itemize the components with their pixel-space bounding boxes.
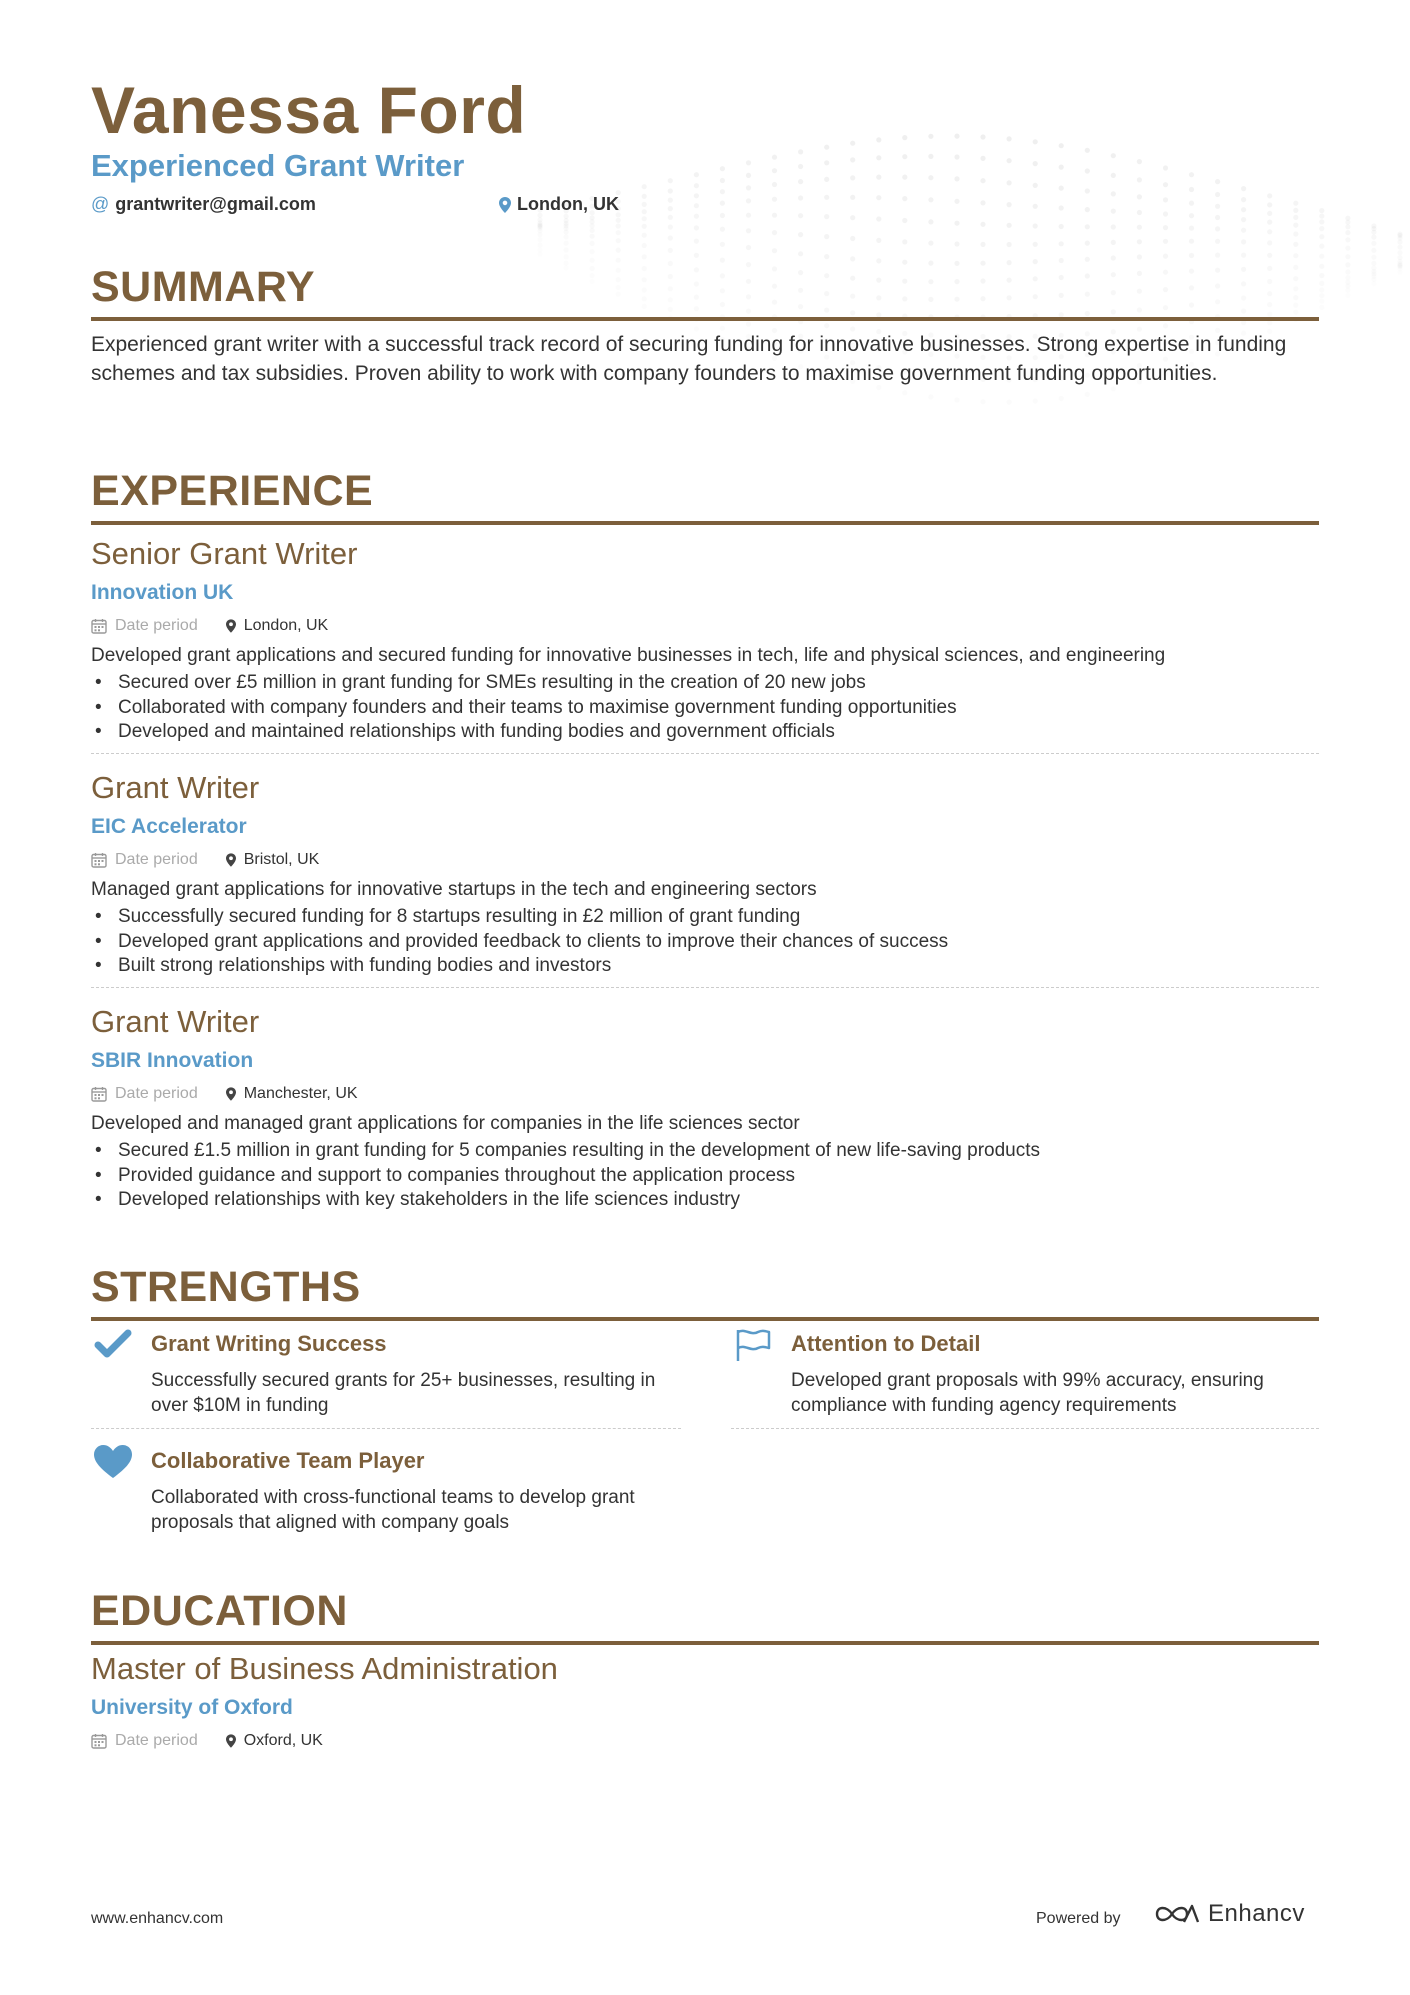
section-title-summary: SUMMARY (91, 263, 316, 311)
email-text: grantwriter@gmail.com (115, 194, 316, 214)
footer-website-link[interactable]: www.enhancv.com (91, 1910, 224, 1927)
list-item: • Secured £1.5 million in grant funding for 5 companies resulting in the development of new life-saving products (91, 1139, 1319, 1164)
job-location: Bristol, UK (243, 851, 320, 868)
contact-email[interactable] (91, 194, 316, 215)
contact-location (499, 194, 619, 215)
strength-description: Developed grant proposals with 99% accuracy, ensuring compliance with funding agency requirements (791, 1370, 1264, 1416)
flag-icon (733, 1327, 773, 1363)
strength-description: Collaborated with cross-functional teams to develop grant proposals that aligned with company goals (151, 1487, 635, 1533)
education-meta (91, 1730, 1319, 1752)
list-item: • Successfully secured funding for 8 startups resulting in £2 million of grant funding (91, 905, 1319, 930)
job-bullets (91, 1139, 1319, 1213)
strength-title: Grant Writing Success (151, 1331, 387, 1356)
job-meta (91, 1083, 1319, 1105)
list-item: • Secured over £5 million in grant funding for SMEs resulting in the creation of 20 new jobs (91, 671, 1319, 696)
section-title-experience: EXPERIENCE (91, 467, 374, 515)
job-date: Date period (115, 1085, 198, 1102)
location-text: London, UK (517, 194, 619, 214)
list-item: • Provided guidance and support to companies throughout the application process (91, 1164, 1319, 1189)
list-item: • Collaborated with company founders and their teams to maximise government funding opportunities (91, 696, 1319, 721)
job-company[interactable]: SBIR Innovation (91, 1049, 254, 1072)
job-role: Senior Grant Writer (91, 536, 358, 571)
job-location: London, UK (243, 617, 329, 634)
strength-title: Attention to Detail (791, 1331, 981, 1356)
calendar-icon (91, 618, 107, 634)
job-bullets (91, 671, 1319, 745)
entry-divider (91, 987, 1319, 988)
candidate-name: Vanessa Ford (91, 73, 527, 147)
job-description: Developed grant applications and secured funding for innovative businesses in tech, life and physical sciences, and engineering (91, 645, 1166, 666)
list-item: • Developed grant applications and provided feedback to clients to improve their chances of success (91, 930, 1319, 955)
enhancv-logo-icon (1154, 1901, 1200, 1927)
heart-icon (93, 1444, 133, 1480)
location-pin-icon (226, 1087, 236, 1101)
list-item: • Built strong relationships with funding bodies and investors (91, 954, 1319, 979)
job-date: Date period (115, 851, 198, 868)
list-item: • Developed relationships with key stakeholders in the life sciences industry (91, 1188, 1319, 1213)
location-pin-icon (499, 197, 511, 213)
section-rule (91, 521, 1319, 525)
job-bullets (91, 905, 1319, 979)
degree-title: Master of Business Administration (91, 1651, 558, 1686)
strength-divider (91, 1428, 681, 1429)
experience-section-header (91, 467, 1319, 525)
list-item: • Developed and maintained relationships with funding bodies and government officials (91, 720, 1319, 745)
footer-powered-by: Powered by (1036, 1910, 1121, 1927)
section-rule (91, 1317, 1319, 1321)
job-description: Managed grant applications for innovative startups in the tech and engineering sectors (91, 879, 817, 900)
strength-divider (731, 1428, 1319, 1429)
experience-entry (91, 538, 1319, 745)
strength-title: Collaborative Team Player (151, 1448, 425, 1473)
job-meta (91, 615, 1319, 637)
education-date: Date period (115, 1732, 198, 1749)
calendar-icon (91, 852, 107, 868)
candidate-title: Experienced Grant Writer (91, 148, 465, 183)
experience-entry (91, 772, 1319, 979)
job-company[interactable]: EIC Accelerator (91, 815, 247, 838)
summary-text: Experienced grant writer with a successful track record of securing funding for innovative businesses. Strong expertise in funding schemes and tax subsidies. Proven ability to work with company founders to maximise government funding opportunities. (91, 333, 1287, 385)
location-pin-icon (226, 619, 236, 633)
entry-divider (91, 753, 1319, 754)
job-description: Developed and managed grant applications for companies in the life sciences sector (91, 1113, 800, 1134)
section-title-strengths: STRENGTHS (91, 1263, 361, 1311)
school-name[interactable]: University of Oxford (91, 1696, 293, 1719)
job-date: Date period (115, 617, 198, 634)
section-rule (91, 317, 1319, 321)
education-location: Oxford, UK (243, 1732, 323, 1749)
calendar-icon (91, 1733, 107, 1749)
strengths-section-header (91, 1263, 1319, 1321)
section-title-education: EDUCATION (91, 1587, 348, 1635)
strength-description: Successfully secured grants for 25+ businesses, resulting in over $10M in funding (151, 1370, 656, 1416)
summary-section-header (91, 263, 1319, 321)
section-rule (91, 1641, 1319, 1645)
job-company[interactable]: Innovation UK (91, 581, 234, 604)
job-role: Grant Writer (91, 770, 260, 805)
location-pin-icon (226, 1734, 236, 1748)
education-entry (91, 1653, 1319, 1752)
enhancv-logo[interactable] (1154, 1900, 1305, 1928)
job-location: Manchester, UK (243, 1085, 358, 1102)
job-role: Grant Writer (91, 1004, 260, 1039)
calendar-icon (91, 1086, 107, 1102)
location-pin-icon (226, 853, 236, 867)
checkmark-icon (93, 1327, 133, 1363)
enhancv-brand-name: Enhancv (1208, 1900, 1305, 1927)
job-meta (91, 849, 1319, 871)
education-section-header (91, 1587, 1319, 1645)
experience-entry (91, 1006, 1319, 1213)
at-sign-icon: @ (91, 194, 110, 214)
